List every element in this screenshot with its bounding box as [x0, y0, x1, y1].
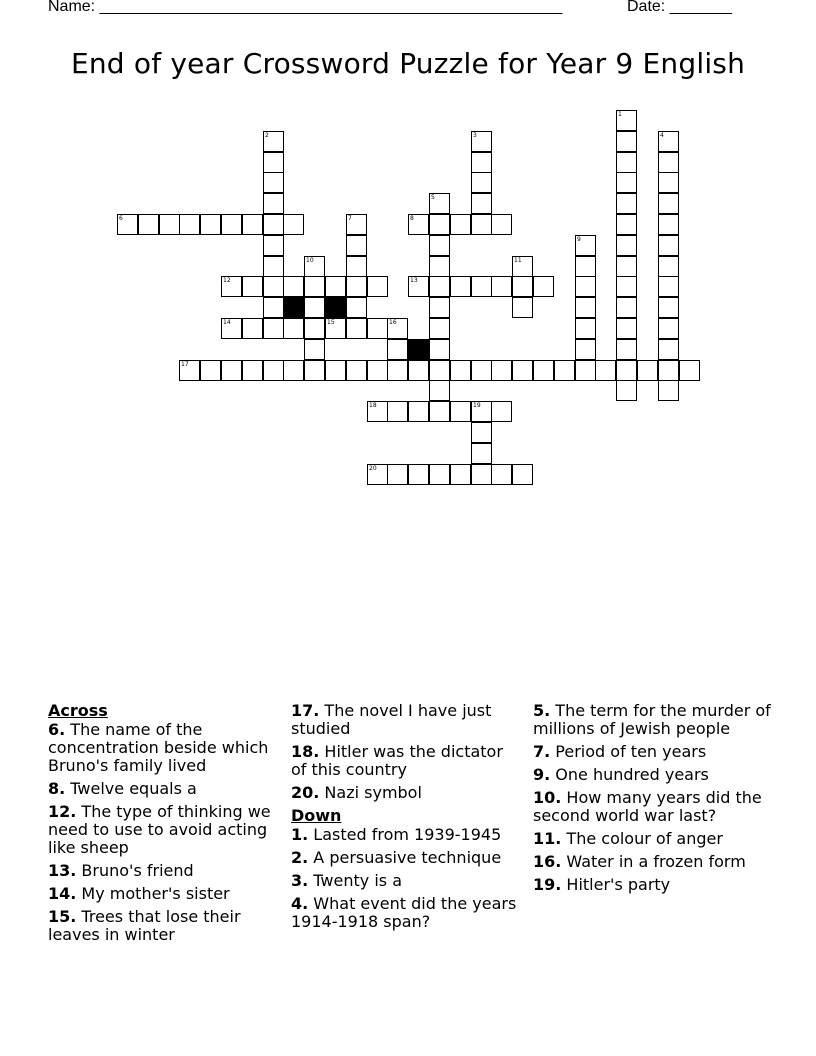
- clue-text: Twenty is a: [308, 871, 402, 890]
- clue-down-4: [291, 895, 523, 931]
- clue-down-9: [533, 766, 773, 784]
- crossword-cell[interactable]: [616, 297, 637, 318]
- clue-across-6: [48, 721, 280, 775]
- page-title: End of year Crossword Puzzle for Year 9 English: [70, 47, 746, 80]
- clue-number: 19.: [533, 875, 562, 894]
- crossword-cell[interactable]: [429, 380, 450, 401]
- crossword-cell[interactable]: [512, 464, 533, 485]
- clue-text: How many years did the second world war last?: [533, 788, 762, 825]
- crossword-cell[interactable]: [637, 360, 658, 381]
- clue-down-16: [533, 853, 773, 871]
- crossword-cell[interactable]: [616, 152, 637, 173]
- crossword-cell[interactable]: [304, 256, 325, 277]
- crossword-cell[interactable]: [346, 235, 367, 256]
- crossword-cell[interactable]: [616, 110, 637, 131]
- crossword-cell[interactable]: [387, 318, 408, 339]
- crossword-cell[interactable]: [679, 360, 700, 381]
- crossword-cell[interactable]: [429, 276, 450, 297]
- crossword-cell[interactable]: [242, 318, 263, 339]
- crossword-cell[interactable]: [658, 297, 679, 318]
- crossword-cell[interactable]: [491, 214, 512, 235]
- crossword-cell[interactable]: [616, 214, 637, 235]
- crossword-cell[interactable]: [387, 339, 408, 360]
- clue-across-13: [48, 862, 280, 880]
- clues-column-2: [291, 702, 523, 936]
- clue-number-label: 3: [473, 132, 477, 139]
- crossword-cell[interactable]: [658, 131, 679, 152]
- crossword-cell[interactable]: [616, 256, 637, 277]
- crossword-cell[interactable]: [575, 318, 596, 339]
- across-heading: Across: [48, 701, 108, 720]
- crossword-cell[interactable]: [658, 193, 679, 214]
- crossword-cell[interactable]: [346, 214, 367, 235]
- crossword-cell[interactable]: [179, 214, 200, 235]
- clue-across-17: [291, 702, 523, 738]
- date-field[interactable]: Date: _______: [627, 0, 732, 15]
- clue-down-7: [533, 743, 773, 761]
- clue-text: The type of thinking we need to use to avoid acting like sheep: [48, 802, 271, 857]
- clue-number-label: 15: [327, 319, 335, 326]
- crossword-cell[interactable]: [429, 339, 450, 360]
- crossword-cell[interactable]: [408, 401, 429, 422]
- crossword-cell[interactable]: [450, 401, 471, 422]
- crossword-cell[interactable]: [450, 214, 471, 235]
- clue-number-label: 11: [514, 257, 522, 264]
- crossword-grid: [0, 0, 816, 500]
- crossword-cell[interactable]: [471, 172, 492, 193]
- clue-text: Trees that lose their leaves in winter: [48, 907, 241, 944]
- crossword-cell[interactable]: [408, 214, 429, 235]
- crossword-cell[interactable]: [408, 276, 429, 297]
- clue-text: Hitler was the dictator of this country: [291, 742, 503, 779]
- clue-down-19: [533, 876, 773, 894]
- crossword-cell[interactable]: [575, 276, 596, 297]
- clue-text: One hundred years: [550, 765, 709, 784]
- clue-number-label: 19: [473, 402, 481, 409]
- crossword-cell[interactable]: [304, 360, 325, 381]
- crossword-cell[interactable]: [304, 318, 325, 339]
- crossword-cell[interactable]: [263, 276, 284, 297]
- clue-number: 13.: [48, 861, 77, 880]
- crossword-cell[interactable]: [367, 464, 388, 485]
- crossword-cell[interactable]: [221, 276, 242, 297]
- crossword-cell[interactable]: [346, 297, 367, 318]
- crossword-cell[interactable]: [616, 380, 637, 401]
- crossword-cell[interactable]: [304, 297, 325, 318]
- clue-number-label: 20: [369, 465, 377, 472]
- crossword-cell[interactable]: [283, 318, 304, 339]
- clue-text: Water in a frozen form: [561, 852, 746, 871]
- clue-number: 14.: [48, 884, 77, 903]
- crossword-cell[interactable]: [471, 360, 492, 381]
- crossword-cell[interactable]: [283, 276, 304, 297]
- crossword-cell[interactable]: [471, 276, 492, 297]
- clue-number: 2.: [291, 848, 309, 867]
- crossword-cell[interactable]: [346, 256, 367, 277]
- clue-number: 12.: [48, 802, 77, 821]
- clue-number: 20.: [291, 783, 320, 802]
- clue-number: 9.: [533, 765, 551, 784]
- crossword-cell[interactable]: [304, 276, 325, 297]
- crossword-cell[interactable]: [450, 464, 471, 485]
- crossword-cell[interactable]: [595, 360, 616, 381]
- crossword-cell[interactable]: [138, 214, 159, 235]
- crossword-cell[interactable]: [450, 360, 471, 381]
- crossword-cell[interactable]: [263, 235, 284, 256]
- crossword-cell[interactable]: [491, 360, 512, 381]
- crossword-cell[interactable]: [367, 318, 388, 339]
- crossword-cell[interactable]: [263, 193, 284, 214]
- crossword-cell[interactable]: [575, 256, 596, 277]
- crossword-cell[interactable]: [242, 276, 263, 297]
- crossword-cell[interactable]: [471, 152, 492, 173]
- crossword-cell[interactable]: [117, 214, 138, 235]
- clue-text: The term for the murder of millions of Jewish people: [533, 701, 771, 738]
- crossword-cell[interactable]: [471, 131, 492, 152]
- crossword-cell[interactable]: [658, 339, 679, 360]
- crossword-cell[interactable]: [491, 464, 512, 485]
- crossword-cell[interactable]: [263, 172, 284, 193]
- crossword-cell[interactable]: [159, 214, 180, 235]
- crossword-cell[interactable]: [658, 276, 679, 297]
- crossword-cell[interactable]: [263, 318, 284, 339]
- crossword-cell[interactable]: [512, 360, 533, 381]
- crossword-cell[interactable]: [658, 214, 679, 235]
- crossword-cell[interactable]: [263, 152, 284, 173]
- crossword-cell[interactable]: [283, 360, 304, 381]
- clue-number-label: 8: [410, 215, 414, 222]
- crossword-cell[interactable]: [387, 401, 408, 422]
- crossword-cell[interactable]: [242, 214, 263, 235]
- clue-number: 4.: [291, 894, 309, 913]
- crossword-cell[interactable]: [346, 318, 367, 339]
- crossword-cell[interactable]: [408, 464, 429, 485]
- crossword-cell[interactable]: [200, 360, 221, 381]
- crossword-cell[interactable]: [554, 360, 575, 381]
- clue-number-label: 9: [577, 236, 581, 243]
- crossword-cell[interactable]: [512, 256, 533, 277]
- crossword-cell[interactable]: [325, 360, 346, 381]
- clue-text: Lasted from 1939-1945: [308, 825, 502, 844]
- clue-text: Period of ten years: [550, 742, 707, 761]
- clue-number: 15.: [48, 907, 77, 926]
- clue-number: 5.: [533, 701, 551, 720]
- clue-number: 1.: [291, 825, 309, 844]
- crossword-cell[interactable]: [429, 256, 450, 277]
- clue-across-12: [48, 803, 280, 857]
- crossword-cell[interactable]: [658, 235, 679, 256]
- clue-number: 11.: [533, 829, 562, 848]
- crossword-cell[interactable]: [616, 172, 637, 193]
- clue-number: 10.: [533, 788, 562, 807]
- crossword-cell[interactable]: [387, 464, 408, 485]
- crossword-cell[interactable]: [575, 235, 596, 256]
- crossword-cell[interactable]: [575, 360, 596, 381]
- clue-text: A persuasive technique: [308, 848, 502, 867]
- clue-down-1: [291, 826, 523, 844]
- crossword-cell[interactable]: [429, 464, 450, 485]
- clue-across-15: [48, 908, 280, 944]
- clue-number: 8.: [48, 779, 66, 798]
- clue-number-label: 14: [223, 319, 231, 326]
- crossword-cell[interactable]: [429, 360, 450, 381]
- crossword-cell[interactable]: [575, 297, 596, 318]
- clue-down-5: [533, 702, 773, 738]
- crossword-cell[interactable]: [429, 297, 450, 318]
- crossword-cell[interactable]: [658, 318, 679, 339]
- crossword-cell[interactable]: [429, 214, 450, 235]
- clue-number-label: 16: [389, 319, 397, 326]
- clue-number: 7.: [533, 742, 551, 761]
- clue-number: 17.: [291, 701, 320, 720]
- crossword-cell[interactable]: [616, 339, 637, 360]
- crossword-cell[interactable]: [346, 276, 367, 297]
- crossword-cell[interactable]: [346, 360, 367, 381]
- clue-down-2: [291, 849, 523, 867]
- crossword-cell[interactable]: [325, 276, 346, 297]
- clues-column-1: [48, 702, 280, 949]
- crossword-cell[interactable]: [304, 339, 325, 360]
- clue-number-label: 12: [223, 277, 231, 284]
- crossword-cell[interactable]: [512, 297, 533, 318]
- clue-number: 16.: [533, 852, 562, 871]
- clue-text: The novel I have just studied: [291, 701, 492, 738]
- crossword-cell[interactable]: [263, 256, 284, 277]
- crossword-cell[interactable]: [616, 318, 637, 339]
- crossword-cell[interactable]: [471, 214, 492, 235]
- crossword-cell[interactable]: [658, 256, 679, 277]
- clue-number: 3.: [291, 871, 309, 890]
- crossword-cell[interactable]: [367, 401, 388, 422]
- crossword-cell[interactable]: [658, 360, 679, 381]
- clue-down-11: [533, 830, 773, 848]
- crossword-cell[interactable]: [616, 193, 637, 214]
- clue-number-label: 18: [369, 402, 377, 409]
- clue-text: Twelve equals a: [65, 779, 197, 798]
- clue-down-3: [291, 872, 523, 890]
- crossword-cell[interactable]: [616, 131, 637, 152]
- crossword-cell[interactable]: [616, 276, 637, 297]
- clue-across-18: [291, 743, 523, 779]
- crossword-cell[interactable]: [616, 235, 637, 256]
- crossword-cell[interactable]: [429, 235, 450, 256]
- clue-text: What event did the years 1914-1918 span?: [291, 894, 517, 931]
- crossword-cell[interactable]: [429, 401, 450, 422]
- crossword-cell[interactable]: [575, 339, 596, 360]
- clue-text: The colour of anger: [561, 829, 723, 848]
- crossword-cell[interactable]: [179, 360, 200, 381]
- crossword-cell[interactable]: [491, 276, 512, 297]
- crossword-cell[interactable]: [367, 360, 388, 381]
- crossword-cell[interactable]: [242, 360, 263, 381]
- clue-number-label: 6: [119, 215, 123, 222]
- crossword-cell[interactable]: [658, 172, 679, 193]
- crossword-cell[interactable]: [367, 276, 388, 297]
- crossword-cell[interactable]: [221, 318, 242, 339]
- black-square: [325, 297, 346, 318]
- clue-number-label: 10: [306, 257, 314, 264]
- clue-across-14: [48, 885, 280, 903]
- crossword-cell[interactable]: [471, 401, 492, 422]
- crossword-cell[interactable]: [408, 360, 429, 381]
- crossword-cell[interactable]: [387, 360, 408, 381]
- clue-number-label: 1: [618, 111, 622, 118]
- clue-text: Nazi symbol: [319, 783, 422, 802]
- crossword-cell[interactable]: [263, 360, 284, 381]
- crossword-cell[interactable]: [221, 214, 242, 235]
- clues-column-3: [533, 702, 773, 899]
- crossword-cell[interactable]: [263, 297, 284, 318]
- crossword-cell[interactable]: [471, 443, 492, 464]
- clue-text: My mother's sister: [76, 884, 230, 903]
- crossword-cell[interactable]: [283, 214, 304, 235]
- crossword-cell[interactable]: [429, 193, 450, 214]
- crossword-cell[interactable]: [658, 152, 679, 173]
- crossword-cell[interactable]: [658, 380, 679, 401]
- crossword-cell[interactable]: [325, 318, 346, 339]
- crossword-cell[interactable]: [491, 401, 512, 422]
- crossword-cell[interactable]: [429, 318, 450, 339]
- black-square: [283, 297, 304, 318]
- clue-number: 18.: [291, 742, 320, 761]
- crossword-cell[interactable]: [616, 360, 637, 381]
- clue-number-label: 5: [431, 194, 435, 201]
- clue-text: Bruno's friend: [76, 861, 194, 880]
- crossword-cell[interactable]: [471, 193, 492, 214]
- clue-number: 6.: [48, 720, 66, 739]
- crossword-cell[interactable]: [533, 360, 554, 381]
- clue-number-label: 2: [265, 132, 269, 139]
- down-heading: Down: [291, 806, 342, 825]
- crossword-cell[interactable]: [471, 464, 492, 485]
- clue-across-8: [48, 780, 280, 798]
- clue-number-label: 13: [410, 277, 418, 284]
- name-field[interactable]: Name: ____________________________________________________: [48, 0, 563, 15]
- crossword-cell[interactable]: [200, 214, 221, 235]
- crossword-cell[interactable]: [450, 276, 471, 297]
- crossword-cell[interactable]: [512, 276, 533, 297]
- clue-across-20: [291, 784, 523, 802]
- crossword-cell[interactable]: [263, 131, 284, 152]
- clue-number-label: 7: [348, 215, 352, 222]
- crossword-cell[interactable]: [221, 360, 242, 381]
- clue-text: The name of the concentration beside which Bruno's family lived: [48, 720, 269, 775]
- crossword-cell[interactable]: [263, 214, 284, 235]
- clue-down-10: [533, 789, 773, 825]
- black-square: [408, 339, 429, 360]
- crossword-cell[interactable]: [533, 276, 554, 297]
- crossword-cell[interactable]: [471, 422, 492, 443]
- clue-number-label: 4: [660, 132, 664, 139]
- clue-number-label: 17: [181, 361, 189, 368]
- clue-text: Hitler's party: [561, 875, 671, 894]
